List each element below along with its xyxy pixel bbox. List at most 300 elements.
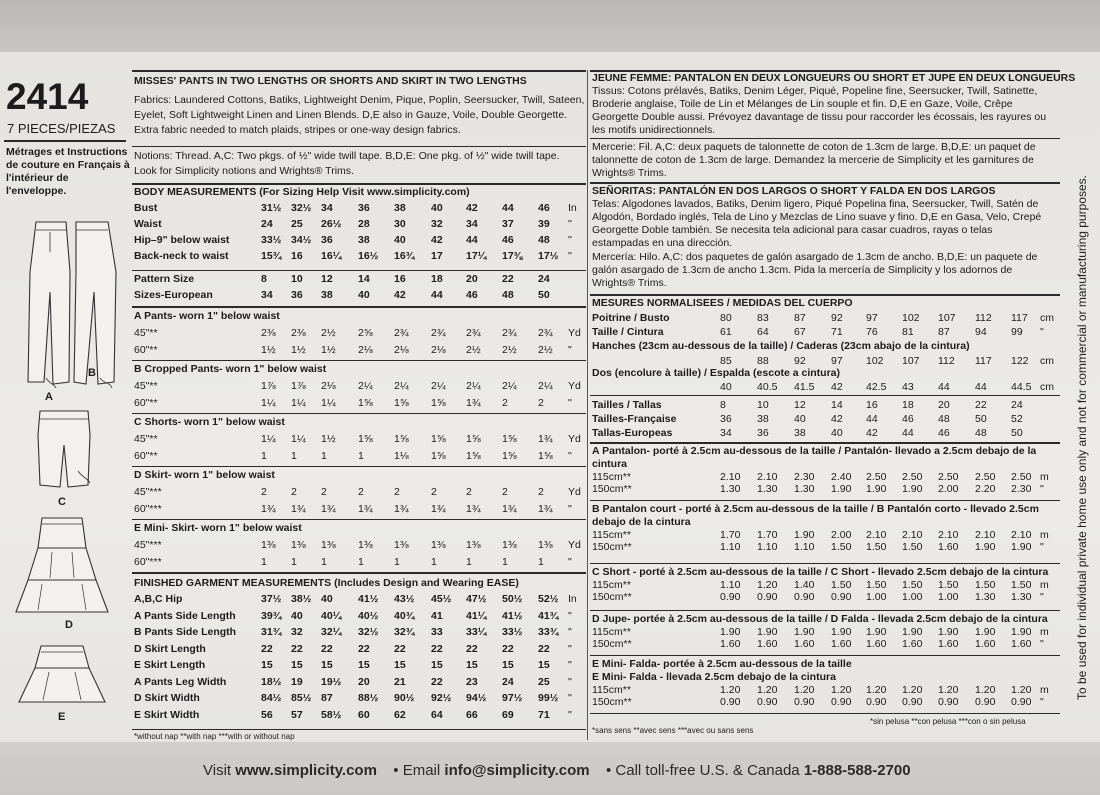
yardage-row-cell: 1⅝ (431, 450, 446, 462)
metric-yardage-row-cell: 1.50 (831, 579, 852, 591)
body-row-cell: 17⅜ (502, 250, 523, 262)
sizes-european-cell: 46 (466, 289, 478, 301)
pattern-size-cell: 18 (431, 273, 443, 285)
metric-yardage-row-cell: 0.90 (831, 696, 852, 708)
finished-row-cell: 64 (431, 708, 443, 721)
body-row-cell: 17¼ (466, 250, 487, 262)
yardage-row-cell: 1 (538, 556, 544, 568)
yardage-row-cell: 2¼ (466, 380, 481, 392)
finished-row-label: E Skirt Width (134, 708, 200, 721)
finished-row-cell: 41½ (358, 593, 379, 605)
finished-row-cell: 41 (431, 609, 443, 622)
finished-row-cell: 40¼ (321, 609, 342, 622)
metric-yardage-row-cell: 1.20 (720, 684, 741, 696)
metric-sizes-fr-cell: 44 (866, 413, 878, 425)
metric-yardage-row-cell: 1.00 (902, 591, 923, 603)
telas-line-3: Georgette Doble también. Se necesita tela adicional para casar cuadros, rayas o telas (592, 224, 993, 236)
metric-yardage-row-unit: " (1040, 541, 1044, 553)
finished-row-cell: 21 (394, 675, 406, 688)
yardage-row-cell: 2¾ (394, 327, 409, 339)
finished-row-cell: 24 (502, 675, 514, 688)
pattern-size-cell: 10 (291, 273, 303, 285)
finished-row-cell: 19½ (321, 675, 342, 688)
metric-yardage-row-cell: 1.90 (1011, 541, 1032, 553)
yardage-row-label: 45"*** (134, 486, 162, 498)
sizes-european-label: Sizes-European (134, 289, 213, 301)
view-label-d: D (65, 619, 73, 631)
metric-view-title: B Pantalon court - porté à 2.5cm au-dessous de la taille / B Pantalón corto - llevado 2.5cm (592, 503, 1039, 515)
finished-row-cell: 22 (321, 642, 333, 655)
yardage-row-cell: 2¾ (538, 327, 553, 339)
body-row-cell: 24 (261, 218, 273, 230)
metric-yardage-row-cell: 2.10 (938, 529, 959, 541)
metric-yardage-row-cell: 1.10 (794, 541, 815, 553)
finished-row-cell: 32½ (358, 626, 379, 638)
metric-sizes-eu-cell: 46 (938, 427, 950, 439)
yardage-row-cell: 1¾ (538, 503, 553, 515)
yardage-row-cell: 1¾ (431, 503, 446, 515)
yardage-row-cell: 1½ (321, 433, 336, 445)
yardage-row-cell: 1¼ (261, 433, 276, 445)
metric-waist-cell: 76 (866, 326, 878, 338)
french-title: JEUNE FEMME: PANTALON EN DEUX LONGUEURS OU SHORT ET JUPE EN DEUX LONGUEURS (592, 72, 1076, 84)
yardage-row-cell: 1⅝ (431, 397, 446, 409)
yardage-view-title: C Shorts- worn 1" below waist (134, 416, 285, 428)
finished-row-cell: 33½ (502, 626, 523, 638)
yardage-row-unit: Yd (568, 380, 581, 392)
body-row-cell: 48 (538, 234, 550, 246)
finished-row-cell: 32¼ (321, 626, 342, 638)
finished-row-cell: 57 (291, 708, 303, 721)
metric-yardage-row-cell: 0.90 (757, 591, 778, 603)
finished-row-cell: 23 (466, 675, 478, 688)
metric-sizes-eu-cell: 42 (866, 427, 878, 439)
metric-yardage-row-label: 150cm** (592, 638, 632, 650)
yardage-row-unit: " (568, 503, 572, 515)
yardage-row-cell: 2⅛ (394, 344, 409, 356)
finished-row-cell: 87 (321, 692, 333, 704)
metric-yardage-row-cell: 1.60 (938, 541, 959, 553)
metric-yardage-row-cell: 1.10 (720, 579, 741, 591)
yardage-row-cell: 1 (358, 556, 364, 568)
body-row-cell: 34½ (291, 234, 312, 246)
body-row-cell: 32 (431, 218, 443, 230)
yardage-row-label: 45"*** (134, 539, 162, 551)
body-row-cell: 37 (502, 218, 514, 230)
pattern-size-cell: 20 (466, 273, 478, 285)
metric-hip-cell: 117 (975, 355, 992, 367)
yardage-row-unit: Yd (568, 433, 581, 445)
metric-hip-cell: 107 (902, 355, 920, 367)
metric-hip-unit: cm (1040, 355, 1054, 367)
mini-skirt-sketch-icon (15, 640, 110, 710)
finished-row-unit: " (568, 626, 572, 638)
yardage-row-cell: 2¾ (466, 327, 481, 339)
yardage-row-cell: 2¼ (538, 380, 553, 392)
yardage-row-cell: 2¼ (431, 380, 446, 392)
metric-bust-cell: 97 (866, 312, 878, 324)
french-note-line-1: Métrages et Instructions (6, 146, 128, 158)
footer-email-label: Email (402, 762, 445, 779)
yardage-row-cell: 1⅜ (431, 539, 446, 551)
yardage-row-cell: 1¾ (394, 503, 409, 515)
body-row-unit: " (568, 250, 572, 262)
yardage-row-cell: 2⅝ (358, 327, 373, 339)
body-row-cell: 39 (538, 218, 550, 230)
finished-row-cell: 43½ (394, 593, 415, 605)
metric-sizes-fr-cell: 50 (975, 413, 987, 425)
sizes-european-cell: 40 (358, 289, 370, 301)
body-row-cell: 33½ (261, 234, 282, 246)
finished-row-cell: 15 (538, 659, 550, 671)
merceria-line-2: galón asargado de 1.3cm de ancho 1.3cm. Pida la mercería de Simplicity y los adornos de (592, 264, 1013, 276)
metric-yardage-row-label: 115cm** (592, 626, 631, 638)
metric-yardage-row-cell: 2.10 (757, 471, 778, 483)
finished-measurements-header: FINISHED GARMENT MEASUREMENTS (Includes Design and Wearing EASE) (134, 577, 519, 589)
metric-yardage-row-cell: 2.20 (975, 483, 996, 495)
finished-row-cell: 41¼ (466, 609, 487, 622)
yardage-view-title: B Cropped Pants- worn 1" below waist (134, 363, 327, 375)
metric-yardage-row-cell: 2.50 (938, 471, 959, 483)
metric-yardage-row-cell: 1.50 (1011, 579, 1032, 591)
metric-yardage-row-cell: 1.90 (794, 529, 815, 541)
metric-yardage-row-label: 150cm** (592, 483, 632, 495)
metric-yardage-row-cell: 2.50 (902, 471, 923, 483)
body-measurements-header: BODY MEASUREMENTS (For Sizing Help Visit www.simplicity.com) (134, 186, 470, 198)
yardage-row-cell: 1¾ (466, 397, 481, 409)
finished-row-cell: 41½ (502, 609, 523, 622)
metric-waist-cell: 67 (794, 326, 806, 338)
metric-sizes-cell: 20 (938, 399, 950, 411)
metric-back-cell: 43 (902, 381, 914, 393)
yardage-row-unit: Yd (568, 486, 581, 498)
body-row-cell: 46 (502, 234, 514, 246)
metric-back-cell: 42 (831, 381, 843, 393)
yardage-row-label: 60"** (134, 344, 158, 356)
metric-yardage-row-cell: 0.90 (757, 696, 778, 708)
yardage-row-cell: 2¼ (394, 380, 409, 392)
finished-row-cell: 32¾ (394, 626, 415, 638)
metric-sizes-cell: 12 (794, 399, 806, 411)
finished-row-cell: 88½ (358, 692, 379, 704)
yardage-row-cell: 1⅝ (502, 433, 517, 445)
metric-sizes-label: Tailles / Tallas (592, 399, 662, 411)
metric-yardage-row-cell: 1.60 (757, 638, 778, 650)
body-row-label: Waist (134, 218, 162, 230)
yardage-row-label: 45"** (134, 327, 158, 339)
yardage-row-cell: 2 (321, 486, 327, 498)
metric-yardage-row-label: 115cm** (592, 471, 631, 483)
metric-sizes-fr-label: Tailles-Française (592, 413, 677, 425)
metric-hip-cell: 97 (831, 355, 843, 367)
shorts-sketch-icon (30, 405, 100, 495)
yardage-row-cell: 2¼ (502, 380, 517, 392)
metric-sizes-fr-cell: 36 (720, 413, 732, 425)
yardage-view-title: A Pants- worn 1" below waist (134, 310, 280, 322)
metric-yardage-row-cell: 1.60 (794, 638, 815, 650)
body-row-cell: 40 (394, 234, 406, 246)
finished-row-cell: 37½ (261, 593, 282, 605)
metric-hip-cell: 88 (757, 355, 769, 367)
metric-yardage-row-cell: 1.70 (757, 529, 778, 541)
finished-row-unit: " (568, 642, 572, 655)
yardage-row-cell: 1 (431, 556, 437, 568)
finished-row-cell: 99½ (538, 692, 559, 704)
sizes-european-cell: 44 (431, 289, 443, 301)
metric-yardage-row-cell: 1.20 (794, 684, 815, 696)
metric-yardage-row-cell: 1.50 (866, 579, 887, 591)
metric-yardage-row-cell: 1.30 (757, 483, 778, 495)
finished-row-cell: 22 (538, 642, 550, 655)
finished-row-unit: " (568, 708, 572, 721)
yardage-row-unit: " (568, 344, 572, 356)
body-row-cell: 42 (431, 234, 443, 246)
metric-yardage-row-cell: 2.40 (831, 471, 852, 483)
metric-sizes-cell: 18 (902, 399, 914, 411)
yardage-row-cell: 2 (358, 486, 364, 498)
finished-row-cell: 22 (261, 642, 273, 655)
yardage-row-unit: " (568, 450, 572, 462)
body-row-cell: 25 (291, 218, 303, 230)
metric-view-title: A Pantalon- porté à 2.5cm au-dessous de la taille / Pantalón- llevado a 2.5cm debajo de la (592, 445, 1037, 457)
view-label-e: E (58, 711, 66, 723)
yardage-row-cell: 1⅝ (358, 397, 373, 409)
mesures-header: MESURES NORMALISEES / MEDIDAS DEL CUERPO (592, 297, 853, 309)
french-footnote: *sans sens **avec sens ***avec ou sans sens (592, 726, 754, 735)
finished-row-cell: 15 (261, 659, 273, 671)
finished-row-cell: 40½ (358, 609, 379, 622)
yardage-row-cell: 2⅛ (321, 380, 336, 392)
body-row-label: Back-neck to waist (134, 250, 229, 262)
metric-yardage-row-cell: 1.70 (720, 529, 741, 541)
yardage-row-cell: 1 (261, 450, 267, 462)
body-row-cell: 44 (466, 234, 478, 246)
body-row-cell: 36 (358, 202, 370, 214)
metric-yardage-row-cell: 1.90 (1011, 626, 1032, 638)
finished-row-cell: 15 (394, 659, 406, 671)
metric-waist-unit: " (1040, 326, 1044, 338)
footer-separator-2: • (605, 762, 612, 779)
sizes-european-cell: 36 (291, 289, 303, 301)
metric-yardage-row-cell: 1.60 (866, 638, 887, 650)
metric-sizes-fr-cell: 42 (831, 413, 843, 425)
metric-yardage-row-cell: 2.00 (938, 483, 959, 495)
yardage-row-cell: 1⅜ (261, 539, 276, 551)
metric-yardage-row-cell: 2.10 (720, 471, 741, 483)
metric-yardage-row-cell: 1.20 (866, 684, 887, 696)
yardage-row-unit: Yd (568, 327, 581, 339)
finished-row-cell: 15 (321, 659, 333, 671)
notions-line-1: Notions: Thread. A,C: Two pkgs. of ½" wide twill tape. B,D,E: One pkg. of ½" wide twill tape. (134, 150, 560, 162)
telas-line-4: estampadas en una dirección. (592, 237, 733, 249)
metric-yardage-row-cell: 1.60 (902, 638, 923, 650)
finished-row-cell: 85½ (291, 692, 312, 704)
metric-sizes-cell: 22 (975, 399, 987, 411)
pants-front-back-sketch-icon (20, 212, 130, 392)
finished-row-cell: 50½ (502, 593, 523, 605)
english-title: MISSES' PANTS IN TWO LENGTHS OR SHORTS AND SKIRT IN TWO LENGTHS (134, 75, 527, 87)
footer-separator-1: • (393, 762, 399, 779)
metric-yardage-row-cell: 1.90 (757, 626, 778, 638)
finished-row-cell: 56 (261, 708, 273, 721)
yardage-row-cell: 1⅜ (394, 539, 409, 551)
mercerie-line-2: talonnette de coton de 1.3cm de large. Demandez la mercerie de Simplicity et les garnitures de (592, 154, 1034, 166)
sizes-european-cell: 50 (538, 289, 550, 301)
body-row-cell: 17½ (538, 250, 559, 262)
footer-visit-label: Visit (203, 762, 236, 779)
body-row-cell: 38 (358, 234, 370, 246)
metric-yardage-row-cell: 1.50 (866, 541, 887, 553)
body-row-cell: 46 (538, 202, 550, 214)
metric-back-cell: 44.5 (1011, 381, 1032, 393)
sizes-european-cell: 48 (502, 289, 514, 301)
metric-yardage-row-cell: 1.20 (938, 684, 959, 696)
finished-row-label: A Pants Leg Width (134, 675, 227, 688)
metric-yardage-row-cell: 1.10 (757, 541, 778, 553)
yardage-row-cell: 1⅝ (466, 450, 481, 462)
metric-sizes-eu-cell: 44 (902, 427, 914, 439)
yardage-row-cell: 2⅛ (431, 344, 446, 356)
metric-waist-cell: 81 (902, 326, 914, 338)
metric-hip-label: Hanches (23cm au-dessous de la taille) / Caderas (23cm abajo de la cintura) (592, 340, 970, 352)
metric-yardage-row-label: 115cm** (592, 579, 631, 591)
yardage-row-cell: 1⅜ (502, 539, 517, 551)
yardage-row-label: 45"** (134, 433, 158, 445)
metric-yardage-row-cell: 2.10 (1011, 529, 1032, 541)
yardage-row-cell: 1¼ (291, 433, 306, 445)
pattern-size-label: Pattern Size (134, 273, 195, 285)
yardage-row-cell: 1⅝ (394, 433, 409, 445)
body-row-cell: 34 (321, 202, 333, 214)
yardage-row-cell: 1¾ (502, 503, 517, 515)
footer-website-link[interactable]: www.simplicity.com (235, 762, 377, 779)
yardage-row-cell: 1⅜ (291, 539, 306, 551)
footer-contact (203, 763, 911, 778)
finished-row-cell: 66 (466, 708, 478, 721)
metric-yardage-row-cell: 1.90 (720, 626, 741, 638)
yardage-row-cell: 1¼ (321, 397, 336, 409)
footer-email-link[interactable]: info@simplicity.com (444, 762, 590, 779)
metric-yardage-row-cell: 1.90 (938, 626, 959, 638)
finished-row-cell: 15 (291, 659, 303, 671)
yardage-row-cell: 1⅜ (321, 539, 336, 551)
finished-row-cell: 22 (466, 642, 478, 655)
body-row-cell: 16¼ (321, 250, 342, 262)
metric-yardage-row-label: 150cm** (592, 541, 632, 553)
metric-yardage-row-cell: 0.90 (794, 696, 815, 708)
yardage-row-cell: 1¾ (358, 503, 373, 515)
metric-view-title: cintura (592, 458, 628, 470)
metric-bust-cell: 87 (794, 312, 806, 324)
finished-row-label: E Skirt Length (134, 659, 206, 671)
finished-row-unit: " (568, 675, 572, 688)
yardage-row-cell: 1 (321, 450, 327, 462)
body-row-cell: 32½ (291, 202, 312, 214)
finished-row-cell: 15 (502, 659, 514, 671)
metric-yardage-row-unit: " (1040, 638, 1044, 650)
finished-row-label: D Skirt Length (134, 642, 206, 655)
metric-waist-cell: 64 (757, 326, 769, 338)
yardage-row-cell: 1 (321, 556, 327, 568)
metric-waist-cell: 71 (831, 326, 843, 338)
yardage-row-cell: 1 (502, 556, 508, 568)
finished-row-cell: 32 (291, 626, 303, 638)
metric-yardage-row-cell: 1.20 (757, 684, 778, 696)
metric-sizes-fr-cell: 40 (794, 413, 806, 425)
metric-sizes-cell: 14 (831, 399, 843, 411)
body-row-cell: 31½ (261, 202, 282, 214)
metric-sizes-fr-cell: 52 (1011, 413, 1023, 425)
metric-yardage-row-cell: 1.50 (902, 579, 923, 591)
finished-row-cell: 84½ (261, 692, 282, 704)
metric-yardage-row-cell: 1.90 (975, 541, 996, 553)
metric-yardage-row-cell: 1.60 (1011, 638, 1032, 650)
yardage-row-cell: 1 (358, 450, 364, 462)
yardage-row-cell: 2¼ (358, 380, 373, 392)
metric-bust-cell: 80 (720, 312, 732, 324)
metric-hip-cell: 85 (720, 355, 732, 367)
metric-yardage-row-cell: 2.10 (902, 529, 923, 541)
metric-yardage-row-cell: 1.30 (975, 591, 996, 603)
spanish-title: SEÑORITAS: PANTALÓN EN DOS LARGOS O SHORT Y FALDA EN DOS LARGOS (592, 185, 996, 197)
metric-view-title: C Short - porté à 2.5cm au-dessous de la taille / C Short - llevado 2.5cm debajo de la cintura (592, 566, 1049, 578)
metric-yardage-row-cell: 0.90 (831, 591, 852, 603)
yardage-row-cell: 1¾ (261, 503, 276, 515)
yardage-row-cell: 2½ (466, 344, 481, 356)
spanish-footnote: *sin pelusa **con pelusa ***con o sin pelusa (870, 717, 1026, 726)
metric-yardage-row-cell: 1.90 (975, 626, 996, 638)
metric-yardage-row-unit: " (1040, 483, 1044, 495)
yardage-row-unit: " (568, 397, 572, 409)
finished-row-cell: 45½ (431, 593, 452, 605)
merceria-line-3: Wrights® Trims. (592, 277, 667, 289)
metric-yardage-row-cell: 2.10 (975, 529, 996, 541)
finished-row-cell: 38½ (291, 593, 312, 605)
yardage-row-cell: 1¼ (261, 397, 276, 409)
finished-row-label: D Skirt Width (134, 692, 200, 704)
tissus-line-4: les motifs unidirectionnels. (592, 124, 716, 136)
finished-row-cell: 52½ (538, 593, 559, 605)
metric-sizes-eu-cell: 36 (757, 427, 769, 439)
body-row-cell: 38 (394, 202, 406, 214)
body-row-cell: 28 (358, 218, 370, 230)
metric-yardage-row-cell: 1.90 (831, 626, 852, 638)
finished-row-cell: 41¾ (538, 609, 559, 622)
finished-row-label: A,B,C Hip (134, 593, 183, 605)
footer-phone-link[interactable]: 1-888-588-2700 (803, 762, 911, 779)
pieces-count: 7 PIECES/PIEZAS (7, 121, 116, 136)
pattern-size-cell: 14 (358, 273, 370, 285)
metric-back-cell: 44 (975, 381, 987, 393)
yardage-row-cell: 2 (466, 486, 472, 498)
metric-bust-cell: 117 (1011, 312, 1028, 324)
metric-view-title: E Mini- Falda- portée à 2.5cm au-dessous de la taille (592, 658, 852, 670)
yardage-row-cell: 1 (466, 556, 472, 568)
notions-line-2: Look for Simplicity notions and Wrights® Trims. (134, 165, 354, 177)
metric-sizes-fr-cell: 48 (938, 413, 950, 425)
metric-yardage-row-cell: 1.50 (975, 579, 996, 591)
body-row-unit: " (568, 234, 572, 246)
yardage-row-cell: 1⅝ (358, 433, 373, 445)
yardage-row-cell: 2½ (538, 344, 553, 356)
finished-row-cell: 25 (538, 675, 550, 688)
metric-back-label: Dos (encolure à taille) / Espalda (escote a cintura) (592, 367, 840, 379)
fabrics-line-2: Eyelet, Soft Lightweight Linen and Linen Blends. D,E also in Gauze, Voile, Double Georgette. (134, 109, 568, 121)
tissus-line-2: Broderie anglaise, Toile de Lin et Mélanges de Lin souple et fin. D,E en Gaze, Voile, Crêpe (592, 98, 1013, 110)
finished-row-cell: 22 (394, 642, 406, 655)
finished-row-cell: 22 (358, 642, 370, 655)
metric-yardage-row-cell: 1.90 (866, 483, 887, 495)
